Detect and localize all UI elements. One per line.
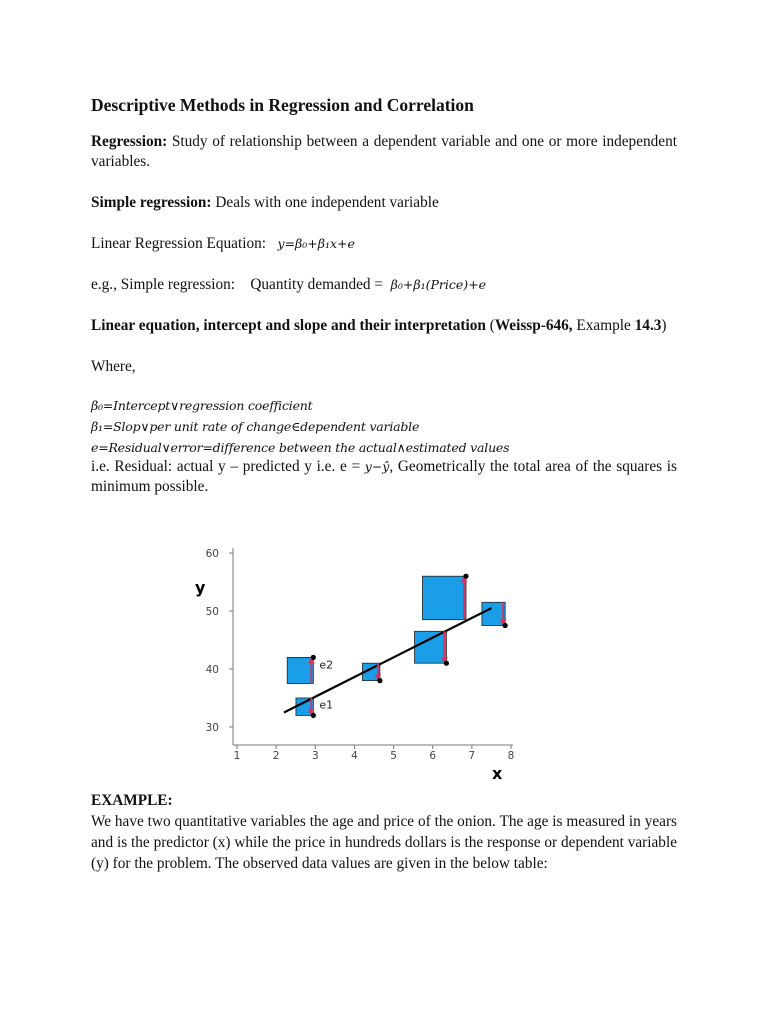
- paren-open: (: [485, 317, 495, 334]
- regression-term: Regression:: [91, 133, 168, 150]
- x-tick-label: 2: [272, 750, 280, 762]
- y-tick-label: 50: [205, 606, 219, 618]
- data-point: [503, 623, 508, 628]
- linear-heading-ref: Weissp-646,: [494, 317, 573, 334]
- def-residual: e=Residual∨error=difference between the actual∧estimated values: [91, 440, 510, 455]
- y-axis-label: y: [195, 578, 206, 597]
- example-number: 14.3: [634, 317, 662, 334]
- def-slope: β₁=Slop∨per unit rate of change∈dependent variable: [91, 419, 420, 434]
- x-axis-label: x: [492, 764, 503, 783]
- regression-text: Study of relationship between a dependent variable and one or more independent variables.: [91, 133, 677, 170]
- example-word: Example: [572, 317, 635, 334]
- simple-text: Deals with one independent variable: [211, 194, 439, 211]
- linear-heading-bold: Linear equation, intercept and slope and their interpretation: [91, 317, 486, 334]
- x-tick-label: 6: [429, 750, 437, 762]
- page-title: Descriptive Methods in Regression and Correlation: [91, 95, 474, 115]
- x-tick-label: 1: [233, 750, 241, 762]
- example-heading: EXAMPLE:: [91, 792, 173, 809]
- def-intercept: β₀=Intercept∨regression coefficient: [91, 398, 313, 413]
- x-tick-label: 5: [390, 750, 397, 762]
- data-point: [463, 574, 468, 579]
- data-point: [377, 678, 382, 683]
- data-point: [311, 713, 316, 718]
- example-eq-label: e.g., Simple regression:: [91, 276, 236, 293]
- regression-line: [284, 608, 491, 712]
- example-eq-middle: Quantity demanded =: [250, 276, 383, 293]
- residual-square: [422, 576, 466, 620]
- y-tick-label: 60: [205, 548, 219, 560]
- linear-eq-label: Linear Regression Equation:: [91, 235, 267, 252]
- example-section: [91, 790, 677, 874]
- data-point: [311, 655, 316, 660]
- simple-term: Simple regression:: [91, 194, 212, 211]
- residual-text1: i.e. Residual: actual y – predicted y i.e. e =: [91, 458, 365, 475]
- paren-close: ): [661, 317, 667, 334]
- data-point: [444, 661, 449, 666]
- y-tick-label: 30: [205, 722, 219, 734]
- x-tick-label: 4: [351, 750, 358, 762]
- x-tick-label: 7: [468, 750, 476, 762]
- example-eq-formula: β₀+β₁(Price)+e: [390, 277, 487, 292]
- residual-formula: y−ŷ: [364, 459, 390, 474]
- example-text: We have two quantitative variables the age and price of the onion. The age is measured in years and is the predictor (x) while the price in hundreds dollars is the response or dependent variable (y) for the problem. The observed data values are given in the below table:: [91, 813, 677, 872]
- chart-layer: [206, 548, 515, 762]
- residual-label: e1: [319, 698, 334, 712]
- linear-eq-formula: y=β₀+β₁x+e: [277, 236, 355, 251]
- x-tick-label: 3: [311, 750, 319, 762]
- where-label: Where,: [91, 358, 136, 375]
- residual-label: e2: [319, 658, 334, 672]
- y-tick-label: 40: [205, 664, 219, 676]
- residual-text2: , Geometrically the total area of the squares is minimum possible.: [91, 458, 677, 495]
- x-tick-label: 8: [507, 750, 515, 762]
